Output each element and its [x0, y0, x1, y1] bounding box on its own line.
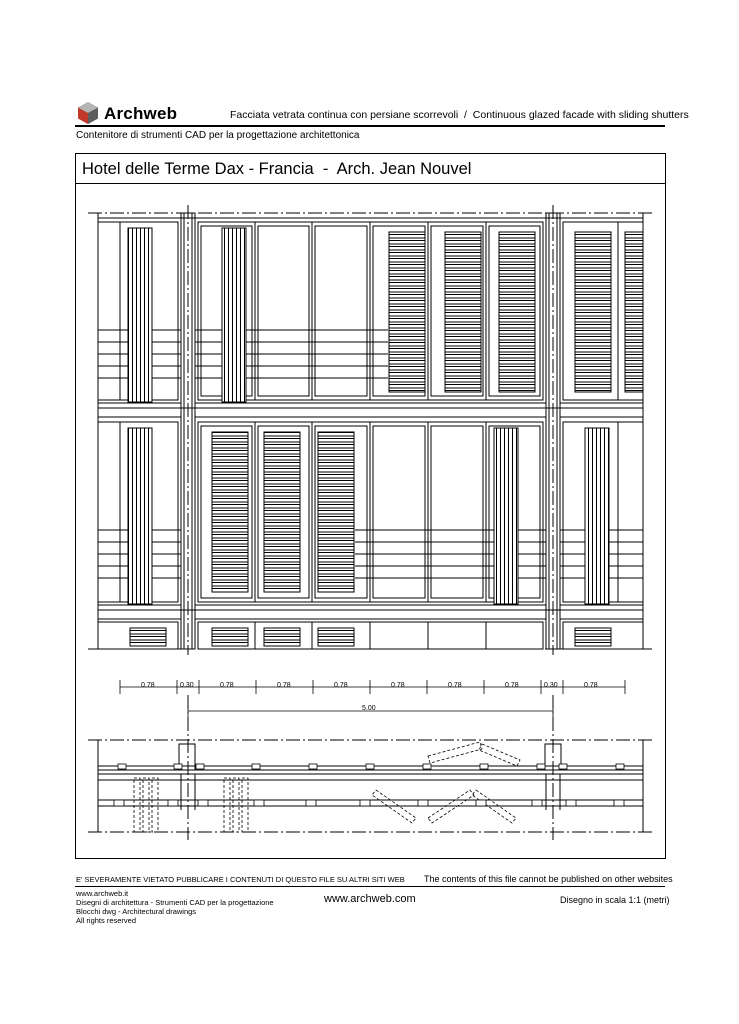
header-subtitle: Contenitore di strumenti CAD per la progettazione architettonica [76, 130, 360, 141]
header-rule [75, 125, 665, 127]
dim-label: 0.78 [505, 682, 519, 689]
footer-line: www.archweb.it [76, 889, 129, 898]
drawing-title: Facciata vetrata continua con persiane scorrevoli / Continuous glazed facade with sliding shutters [230, 109, 689, 121]
brand-name: Archweb [104, 104, 178, 123]
logo [76, 101, 100, 125]
dim-label: 0.78 [391, 682, 405, 689]
dim-label: 0.78 [334, 682, 348, 689]
drawing-scale: Disegno in scala 1:1 (metri) [560, 895, 670, 905]
footer-rule [75, 886, 665, 887]
dim-label: 0.78 [220, 682, 234, 689]
total-dimension-label: 5.00 [362, 705, 376, 712]
footer-credits [76, 889, 274, 925]
dim-label: 0.30 [544, 682, 558, 689]
copyright-warning-it: E' SEVERAMENTE VIETATO PUBBLICARE I CONTENUTI DI QUESTO FILE SU ALTRI SITI WEB [76, 875, 405, 884]
website-link[interactable]: www.archweb.com [324, 893, 416, 905]
archweb-logo-icon [76, 101, 100, 125]
project-title: Hotel delle Terme Dax - Francia - Arch. Jean Nouvel [82, 160, 472, 178]
footer-line: Disegni di architettura - Strumenti CAD per la progettazione [76, 898, 274, 907]
dim-label: 0.78 [141, 682, 155, 689]
dim-label: 0.78 [448, 682, 462, 689]
copyright-warning-en: The contents of this file cannot be published on other websites [424, 874, 673, 884]
facade-drawing [75, 184, 666, 858]
dim-label: 0.78 [277, 682, 291, 689]
footer-line: Blocchi dwg - Architectural drawings [76, 907, 197, 916]
dim-label: 0.30 [180, 682, 194, 689]
dim-label: 0.78 [584, 682, 598, 689]
footer-line: All rights reserved [76, 916, 137, 925]
